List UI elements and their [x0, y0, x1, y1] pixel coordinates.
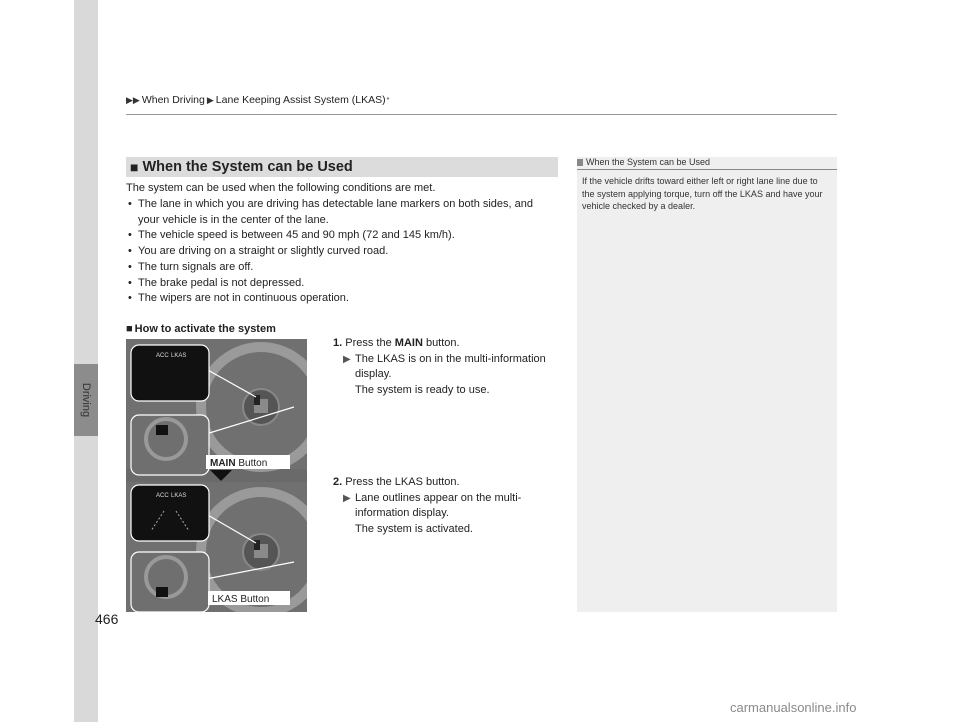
steering-wheel-illustration — [126, 339, 307, 612]
subsection-title: ■ How to activate the system — [126, 323, 276, 335]
display-inset — [131, 345, 209, 401]
svg-text:LKAS: LKAS — [171, 493, 187, 499]
watermark[interactable]: carmanualsonline.info — [730, 700, 857, 715]
upper-scene — [126, 339, 307, 475]
chapter-label: Driving — [80, 382, 92, 418]
breadcrumb — [126, 94, 389, 106]
header-rule — [126, 114, 837, 115]
list-item: • The turn signals are off. — [128, 260, 254, 273]
step-1: 1. Press the MAIN button. ▶ The LKAS is on in the multi-information display. The system is ready to use. — [333, 337, 546, 396]
list-item: • The vehicle speed is between 45 and 90 mph (72 and 145 km/h). — [128, 229, 455, 242]
note-body: If the vehicle drifts toward either left or right lane line due to the system applying torque, turn off the LKAS and have your vehicle checked by a dealer. — [582, 176, 823, 211]
display-label-acc: ACC — [156, 353, 169, 359]
main-button-label: MAIN Button — [210, 458, 268, 469]
display-inset-lanes — [131, 485, 209, 541]
list-item: • The brake pedal is not depressed. — [128, 276, 305, 289]
result-arrow-icon: ▶ — [343, 492, 351, 504]
display-label-lkas: LKAS — [171, 353, 187, 359]
section-square-icon: ■ — [130, 159, 139, 175]
main-button-inset — [131, 415, 209, 475]
result-arrow-icon: ▶ — [343, 353, 351, 365]
list-item: • You are driving on a straight or slightly curved road. — [128, 245, 389, 258]
lower-scene — [126, 482, 307, 612]
breadcrumb-item-lkas[interactable]: Lane Keeping Assist System (LKAS) — [215, 94, 386, 106]
breadcrumb-item-when-driving[interactable]: When Driving — [141, 94, 205, 106]
page-number: 466 — [95, 611, 119, 627]
conditions-list — [126, 197, 566, 307]
option-asterisk: * — [386, 96, 390, 104]
section-header — [126, 157, 558, 177]
breadcrumb-arrow-icon: ▶ — [206, 94, 214, 105]
note-title: When the System can be Used — [577, 157, 837, 170]
list-item: • The wipers are not in continuous operation. — [128, 292, 349, 305]
svg-text:ACC: ACC — [156, 493, 169, 499]
lkas-button-label: LKAS Button — [212, 594, 270, 605]
note-marker-icon — [577, 159, 583, 166]
note-box — [577, 157, 837, 612]
breadcrumb-arrow-icon: ▶▶ — [126, 94, 140, 105]
step-2: 2. Press the LKAS button. ▶ Lane outlines appear on the multi- information display. The system is activated. — [333, 476, 522, 535]
section-title: When the System can be Used — [142, 159, 353, 175]
intro-text: The system can be used when the following conditions are met. — [126, 182, 436, 194]
lkas-button-inset — [131, 552, 209, 612]
list-item: • The lane in which you are driving has detectable lane markers on both sides, and your vehicle is in the center of the lane. — [128, 198, 534, 226]
